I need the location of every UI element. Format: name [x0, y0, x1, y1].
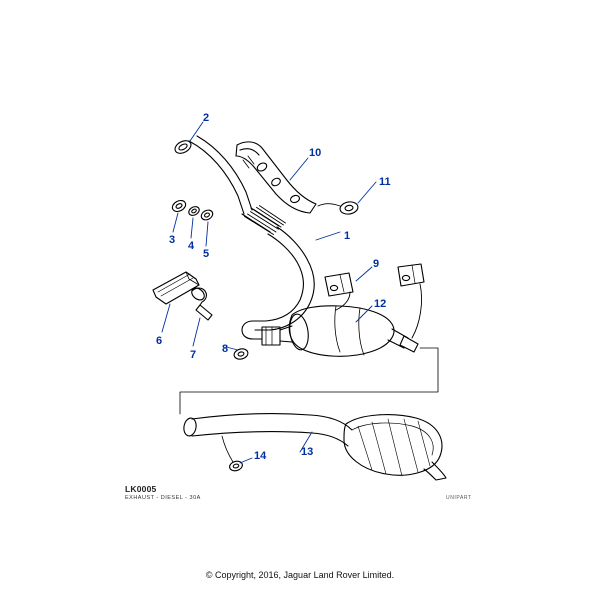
callout-10: 10 [309, 147, 322, 159]
part-4-washer [187, 205, 200, 217]
callout-3: 3 [169, 234, 176, 246]
copyright-notice: © Copyright, 2016, Jaguar Land Rover Limited. [205, 570, 395, 580]
callout-6: 6 [156, 335, 163, 347]
callout-5: 5 [203, 248, 210, 260]
part-6-heat-shield [153, 272, 199, 304]
callout-7: 7 [190, 349, 197, 361]
callout-12: 12 [374, 298, 387, 310]
brand-mark: UNIPART [446, 495, 472, 501]
callout-leader-lines [162, 122, 376, 463]
part-9-mounting-block-left [325, 273, 353, 296]
part-13-rear-silencer-assembly [183, 414, 446, 480]
part-5-spring-washer [200, 208, 215, 222]
callout-9: 9 [373, 258, 380, 270]
part-14-hanger-ring [222, 436, 243, 472]
callout-4: 4 [188, 240, 195, 252]
part-1-front-pipe [189, 136, 314, 339]
callout-13: 13 [301, 446, 314, 458]
callout-11: 11 [379, 176, 391, 188]
callout-1: 1 [344, 230, 351, 242]
part-code: LK0005 [125, 484, 157, 494]
part-10-mounting-bracket [236, 142, 316, 213]
part-description: EXHAUST - DIESEL - 30A [125, 495, 201, 501]
part-3-nut [170, 198, 187, 213]
part-9-mounting-block-right [398, 264, 424, 286]
part-11-rubber-mount [318, 201, 359, 216]
callout-2: 2 [203, 112, 210, 124]
part-12-centre-silencer [280, 306, 418, 356]
callout-8: 8 [222, 343, 229, 355]
part-7-bolt [189, 286, 212, 320]
callout-14: 14 [254, 450, 267, 462]
